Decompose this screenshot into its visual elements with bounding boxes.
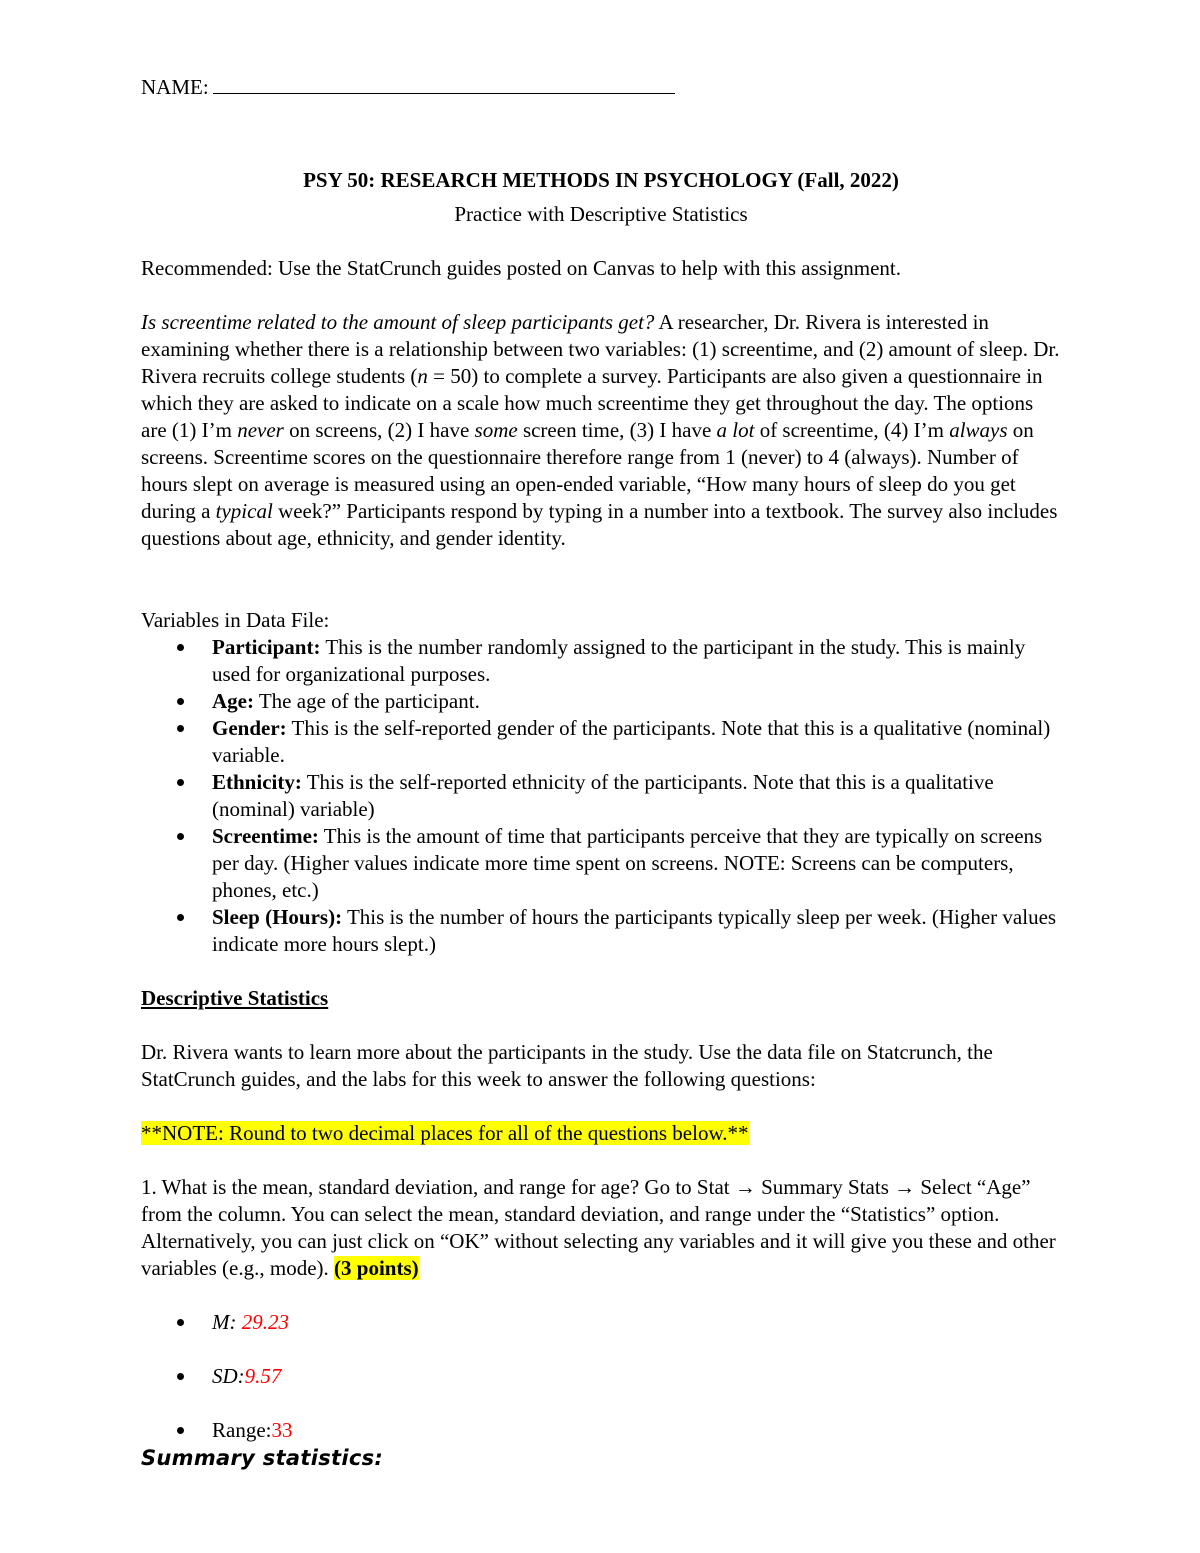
arrow-icon: → <box>734 1175 756 1199</box>
answers-list <box>141 1309 1061 1444</box>
variables-heading: Variables in Data File: <box>141 608 330 632</box>
list-item: Sleep (Hours): This is the number of hours the participants typically sleep per week. (Higher values indicate more hours slept.) <box>141 904 1061 958</box>
descriptive-paragraph: Dr. Rivera wants to learn more about the participants in the study. Use the data file on Statcrunch, the StatCrunch guides, and the labs for this week to answer the following questions: <box>141 1040 993 1091</box>
recommended-note: Recommended: Use the StatCrunch guides posted on Canvas to help with this assignment. <box>141 256 901 280</box>
research-question: Is screentime related to the amount of sleep participants get? <box>141 310 655 334</box>
answer-mean: M: 29.23 <box>141 1309 1061 1336</box>
list-item: Ethnicity: This is the self-reported ethnicity of the participants. Note that this is a qualitative (nominal) variable) <box>141 769 1061 823</box>
course-title: PSY 50: RESEARCH METHODS IN PSYCHOLOGY (Fall, 2022) <box>303 168 899 192</box>
intro-paragraph: Is screentime related to the amount of sleep participants get? A researcher, Dr. Rivera is interested in examining whether there is a relationship between two variables: (1) screentime, and (2) amount of sleep. Dr. Rivera recruits college students (n = 50) to complete a survey. Participants are also given a questionnaire in which they are asked to indicate on a scale how much screentime they get throughout the day. The options are (1) I’m never on screens, (2) I have some screen time, (3) I have a lot of screentime, (4) I’m always on screens. Screentime scores on the questionnaire therefore range from 1 (never) to 4 (always). Number of hours slept on average is measured using an open-ended variable, “How many hours of sleep do you get during a typical week?” Participants respond by typing in a number into a textbook. The survey also includes questions about age, ethnicity, and gender identity. <box>141 310 1060 550</box>
variables-list <box>141 634 1061 958</box>
name-field <box>141 74 675 101</box>
summary-statistics-heading: Summary statistics: <box>141 1446 384 1470</box>
name-label: NAME: <box>141 75 209 99</box>
answer-range: Range:33 <box>141 1417 1061 1444</box>
list-item: Participant: This is the number randomly assigned to the participant in the study. This is mainly used for organizational purposes. <box>141 634 1061 688</box>
list-item: Screentime: This is the amount of time that participants perceive that they are typically on screens per day. (Higher values indicate more time spent on screens. NOTE: Screens can be computers, phones, etc.) <box>141 823 1061 904</box>
assignment-subtitle: Practice with Descriptive Statistics <box>454 202 748 226</box>
list-item: Age: The age of the participant. <box>141 688 1061 715</box>
rounding-note: **NOTE: Round to two decimal places for all of the questions below.** <box>141 1121 749 1145</box>
question-1: 1. What is the mean, standard deviation, and range for age? Go to Stat → Summary Stats → Select “Age” from the column. You can select the mean, standard deviation, and range under the “Statistics” option. Alternatively, you can just click on “OK” without selecting any variables and it will give you these and other variables (e.g., mode). (3 points) <box>141 1175 1056 1280</box>
name-blank-line <box>213 75 675 94</box>
section-heading-descriptive: Descriptive Statistics <box>141 986 329 1010</box>
points-badge: (3 points) <box>334 1256 419 1280</box>
answer-sd: SD:9.57 <box>141 1363 1061 1390</box>
arrow-icon: → <box>894 1175 916 1199</box>
list-item: Gender: This is the self-reported gender of the participants. Note that this is a qualitative (nominal) variable. <box>141 715 1061 769</box>
